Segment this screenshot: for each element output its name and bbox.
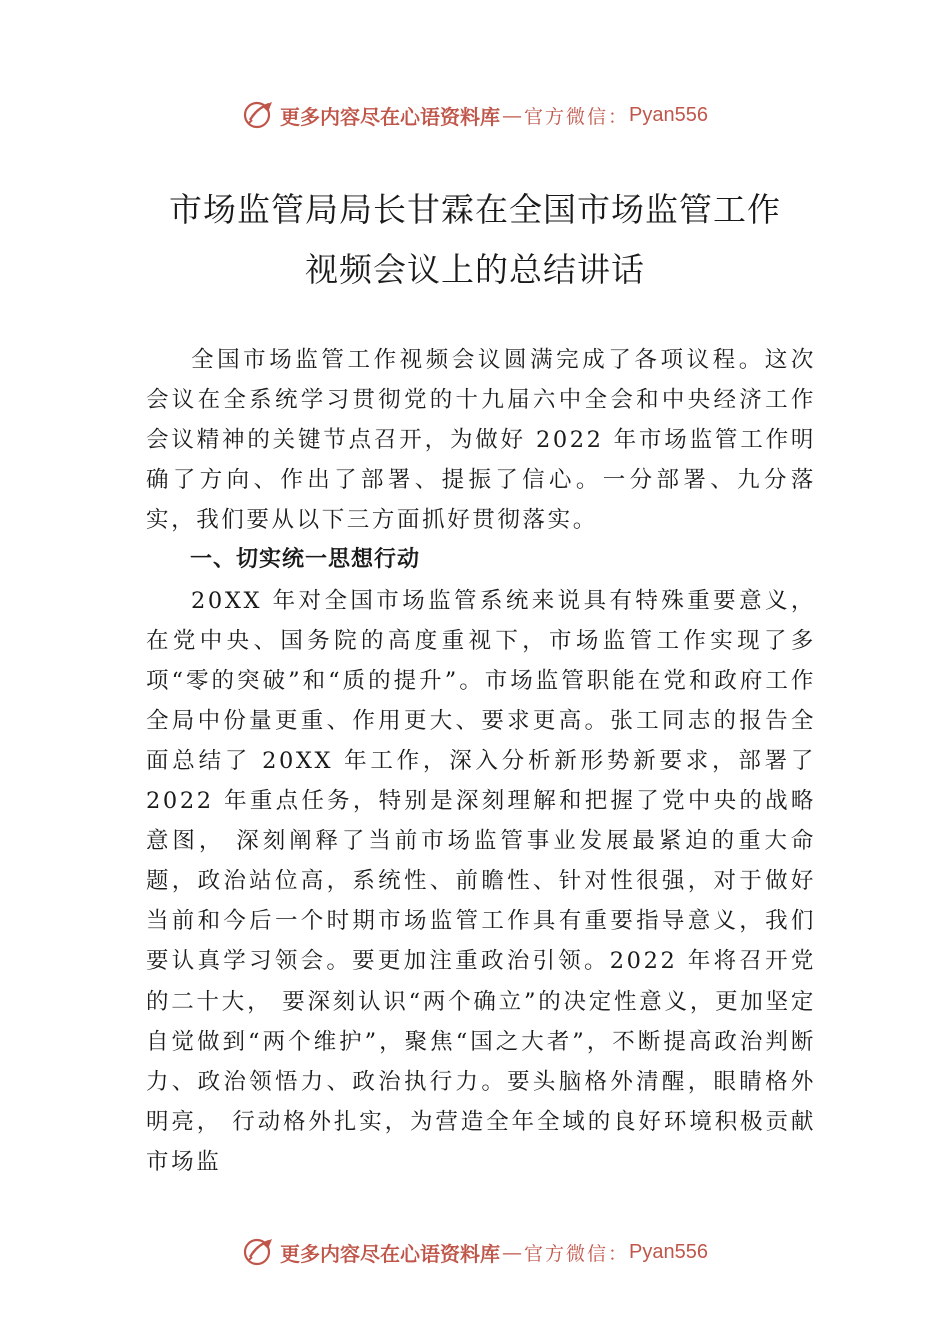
document-title-line2: 视频会议上的总结讲话 [305,250,645,289]
footer-banner [0,1232,950,1272]
header-banner-separator: — [502,103,522,127]
pen-logo-icon [242,1235,276,1269]
paragraph-section-1: 20XX 年对全国市场监管系统来说具有特殊重要意义，在党中央、国务院的高度重视下，市场监管工作实现了多项“零的突破”和“质的提升”。市场监管职能在党和政府工作全局中份量更重、作用更大、要求更高。张工同志的报告全面总结了 20XX 年工作，深入分析新形势新要求，部署了 2022 年重点任务，特别是深刻理解和把握了党中央的战略意图， 深刻阐释了当前市场监管事业发展最紧迫的重大命题，政治站位高，系统性、前瞻性、针对性很强，对于做好当前和今后一个时期市场监管工作具有重要指导意义，我们要认真学习领会。要更加注重政治引领。2022 年将召开党的二十大， 要深刻认识“两个确立”的决定性意义，更加坚定自觉做到“两个维护”，聚焦“国之大者”，不断提高政治判断力、政治领悟力、政治执行力。要头脑格外清醒，眼睛格外明亮， 行动格外扎实，为营造全年全域的良好环境积极贡献市场监 [146,587,816,1175]
document-title-line1: 市场监管局局长甘霖在全国市场监管工作 [169,190,781,229]
footer-banner-separator: — [502,1240,522,1264]
footer-wechat-id: Pyan556 [629,1240,708,1263]
document-body [146,340,816,1182]
pen-logo-icon [242,98,276,132]
header-banner-text: 更多内容尽在心语资料库 [280,104,500,129]
header-wechat-label: 官方微信： [524,105,630,128]
header-wechat-id: Pyan556 [629,103,708,126]
footer-banner-text: 更多内容尽在心语资料库 [280,1241,500,1266]
section-heading-1: 一、切实统一思想行动 [190,547,421,573]
footer-wechat-label: 官方微信： [524,1242,630,1265]
paragraph-intro: 全国市场监管工作视频会议圆满完成了各项议程。这次会议在全系统学习贯彻党的十九届六中全会和中央经济工作会议精神的关键节点召开，为做好 2022 年市场监管工作明确了方向、作出了部署、提振了信心。一分部署、九分落实，我们要从以下三方面抓好贯彻落实。 [146,347,816,534]
header-banner [0,95,950,135]
